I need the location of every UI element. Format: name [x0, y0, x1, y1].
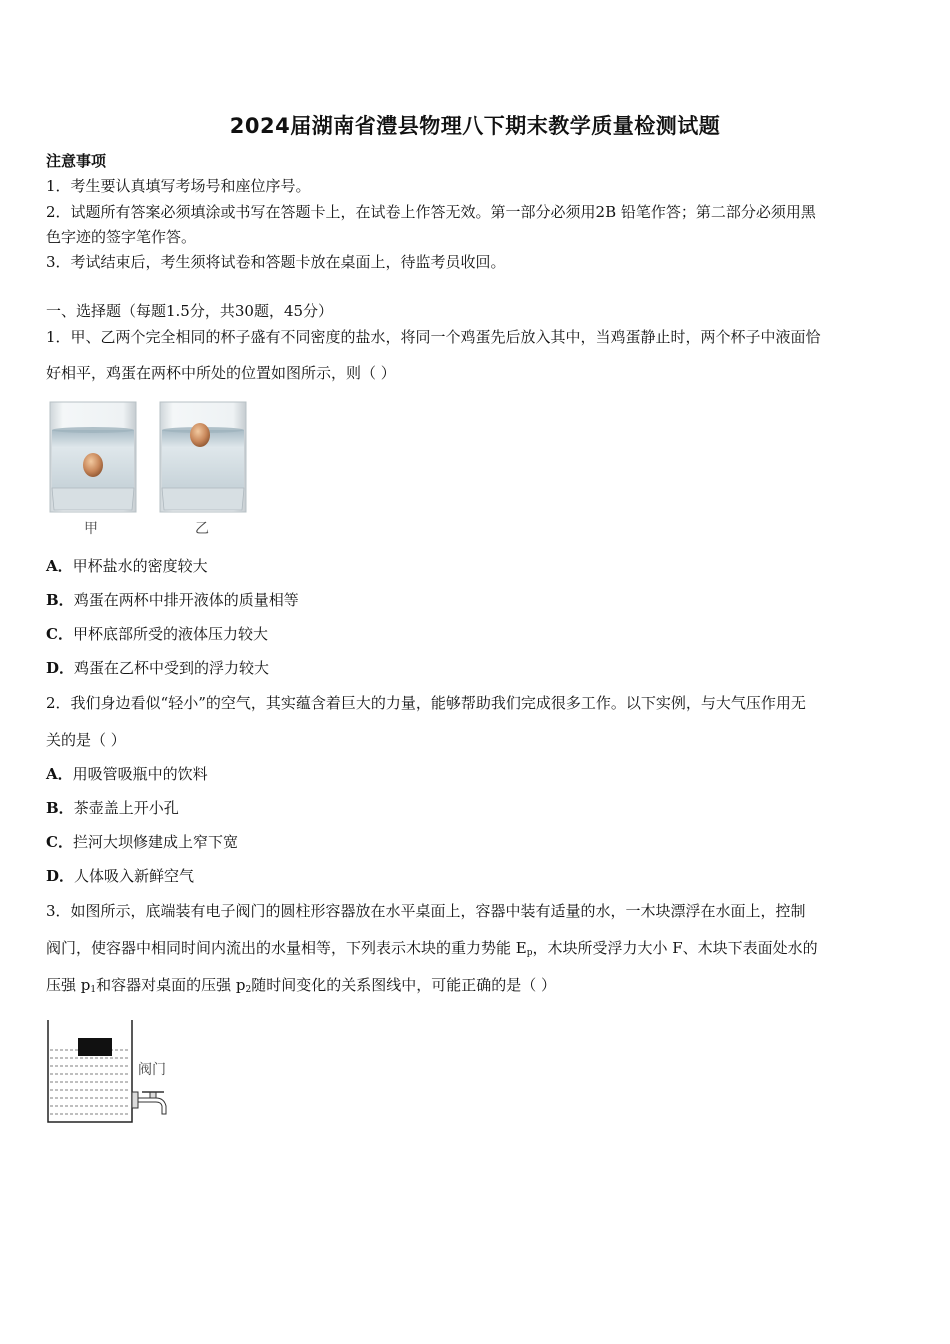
- option-text: 鸡蛋在两杯中排开液体的质量相等: [73, 591, 299, 609]
- q3-line2-part-a: 阀门，使容器中相同时间内流出的水量相等，下列表示木块的重力势能 E: [46, 939, 527, 957]
- option-text: 茶壶盖上开小孔: [73, 799, 179, 817]
- option-text: 甲杯底部所受的液体压力较大: [72, 625, 268, 643]
- wood-block: [78, 1038, 112, 1056]
- q2-option-c: [46, 829, 908, 855]
- q3-p2-subscript: 2: [245, 985, 252, 995]
- notice-item-2: 2．试题所有答案必须填涂或书写在答题卡上，在试卷上作答无效。第一部分必须用2B 铅笔作答；第二部分必须用黑: [46, 203, 816, 221]
- q1-stem-line2: 好相平，鸡蛋在两杯中所处的位置如图所示，则（ ）: [46, 364, 396, 382]
- cup-jia: [50, 402, 136, 512]
- exam-title: 2024届湖南省澧县物理八下期末教学质量检测试题: [229, 114, 721, 138]
- cup-label-yi: 乙: [195, 521, 209, 537]
- q1-option-c: [46, 621, 908, 647]
- option-text: 人体吸入新鲜空气: [74, 867, 195, 885]
- water-hatching: [50, 1050, 130, 1114]
- q3-line3-part-a: 压强 p: [46, 976, 91, 994]
- q3-p1-subscript: 1: [90, 985, 97, 995]
- option-letter: D．: [46, 659, 75, 677]
- q1-option-a: [46, 553, 908, 579]
- option-letter: D．: [46, 867, 75, 885]
- q3-line3-part-b: 和容器对桌面的压强 p: [96, 976, 246, 994]
- q1-egg-cups-figure: [46, 400, 256, 540]
- option-letter: C．: [46, 833, 73, 851]
- q1-stem-line1: 1．甲、乙两个完全相同的杯子盛有不同密度的盐水，将同一个鸡蛋先后放入其中，当鸡蛋静止时，两个杯子中液面恰: [46, 328, 821, 346]
- option-letter: B．: [46, 591, 74, 609]
- option-letter: B．: [46, 799, 74, 817]
- q2-stem-line2: 关的是（ ）: [46, 731, 126, 749]
- q1-option-b: [46, 587, 908, 613]
- notice-item-1: 1．考生要认真填写考场号和座位序号。: [46, 177, 311, 195]
- option-text: 拦河大坝修建成上窄下宽: [72, 833, 238, 851]
- q3-stem-line2: [46, 935, 908, 966]
- q3-stem-line1: 3．如图所示，底端装有电子阀门的圆柱形容器放在水平桌面上，容器中装有适量的水，一木块漂浮在水面上，控制: [46, 902, 806, 920]
- q3-container-figure: [44, 1018, 184, 1128]
- option-letter: A．: [46, 557, 73, 575]
- option-letter: A．: [46, 765, 73, 783]
- q2-stem-line1: 2．我们身边看似“轻小”的空气，其实蕴含着巨大的力量，能够帮助我们完成很多工作。以下实例，与大气压作用无: [46, 694, 806, 712]
- notice-heading: 注意事项: [46, 152, 107, 170]
- q3-line3-part-c: 随时间变化的关系图线中，可能正确的是（ ）: [251, 976, 556, 994]
- notice-item-3: 3．考试结束后，考生须将试卷和答题卡放在桌面上，待监考员收回。: [46, 253, 506, 271]
- valve-faucet: [132, 1092, 166, 1114]
- q2-option-b: [46, 795, 908, 821]
- option-text: 甲杯盐水的密度较大: [72, 557, 208, 575]
- q2-option-d: [46, 863, 908, 889]
- q2-option-a: [46, 761, 908, 787]
- q3-line2-part-b: ，木块所受浮力大小 F、木块下表面处水的: [532, 939, 818, 957]
- q1-option-d: [46, 655, 908, 681]
- section-heading: 一、选择题（每题1.5分，共30题，45分）: [46, 302, 334, 320]
- q3-stem-line3: [46, 972, 908, 1003]
- valve-label: 阀门: [138, 1062, 166, 1078]
- option-text: 用吸管吸瓶中的饮料: [72, 765, 208, 783]
- cup-label-jia: 甲: [84, 521, 98, 537]
- notice-item-2-cont: 色字迹的签字笔作答。: [46, 228, 197, 246]
- cup-yi: [160, 402, 246, 512]
- option-text: 鸡蛋在乙杯中受到的浮力较大: [74, 659, 270, 677]
- option-letter: C．: [46, 625, 73, 643]
- q3-ep-subscript: p: [526, 948, 533, 958]
